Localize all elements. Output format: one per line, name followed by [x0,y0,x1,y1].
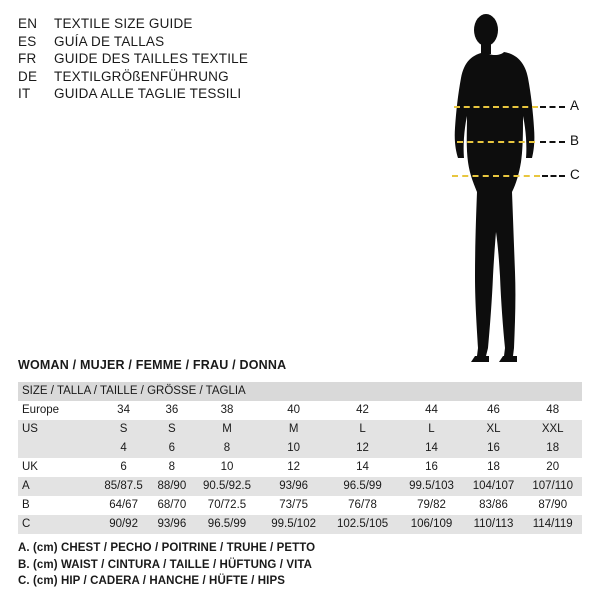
female-silhouette-figure [420,8,590,368]
cell: 106/109 [399,515,463,534]
language-code: ES [18,33,37,49]
cell: 68/70 [157,499,187,511]
cell: 90.5/92.5 [193,477,262,496]
cell: L [399,420,463,439]
language-list [18,15,348,103]
row-label: B [22,499,30,511]
cell: 64/67 [109,499,138,511]
cell: 85/87.5 [96,477,151,496]
cell: 110/113 [464,515,524,534]
cell: 8 [193,439,262,458]
cell: XXL [523,420,582,439]
cell: 114/119 [523,515,582,534]
language-code: DE [18,68,38,84]
cell: 76/78 [348,499,377,511]
cell: 96.5/99 [326,477,400,496]
cell: 6 [151,439,192,458]
cell: M [261,420,325,439]
language-code: EN [18,16,38,31]
cell: M [193,420,262,439]
cell: 83/86 [479,499,508,511]
cell: 102.5/105 [326,515,400,534]
row-label: C [18,515,96,534]
cell: 44 [425,404,438,416]
language-text: GUÍA DE TALLAS [54,33,165,49]
language-text: GUIDE DES TAILLES TEXTILE [54,51,249,66]
legend-item: C. (cm) HIP / CADERA / HANCHE / HÜFTE / HIPS [18,575,286,587]
table-row [18,458,582,477]
legend-item: B. (cm) WAIST / CINTURA / TAILLE / HÜFTUNG / VITA [18,558,313,571]
table-row [18,439,582,458]
cell: 10 [261,439,325,458]
cell: 79/82 [417,499,446,511]
silhouette-icon [420,8,590,368]
table-row [18,496,582,515]
cell: 18 [523,439,582,458]
cell: 40 [287,404,301,416]
cell: 70/72.5 [207,499,247,511]
hip-label: C [570,167,580,182]
cell: 99.5/102 [261,515,325,534]
chest-label: A [570,98,580,113]
language-row [18,85,348,103]
language-code: FR [18,51,37,66]
cell: 34 [117,404,130,416]
language-text: TEXTILGRÖßENFÜHRUNG [54,68,229,84]
language-row [18,68,348,86]
cell: XL [464,420,524,439]
cell: 46 [487,404,500,416]
section-title: WOMAN / MUJER / FEMME / FRAU / DONNA [18,358,287,372]
cell: 88/90 [151,477,192,496]
cell: 90/92 [96,515,151,534]
table-row [18,515,582,534]
row-label: UK [22,461,38,473]
hip-leader-line [542,175,565,177]
table-row [18,401,582,420]
chest-measure-line [454,106,538,108]
cell: L [326,420,400,439]
table-row [18,477,582,496]
cell: 73/75 [279,499,308,511]
hip-measure-line [452,175,540,177]
cell: 10 [220,461,234,473]
cell: 12 [326,439,400,458]
cell: 6 [120,461,127,473]
measurement-legend [18,540,315,590]
cell: 8 [168,461,176,473]
cell: 14 [356,461,369,473]
row-label: Europe [22,404,60,416]
cell: 87/90 [538,499,568,511]
cell: 14 [399,439,463,458]
cell: 93/96 [261,477,325,496]
language-code: IT [18,86,31,101]
cell: 16 [425,461,438,473]
language-row [18,15,348,33]
cell: 4 [96,439,151,458]
waist-leader-line [540,141,565,143]
size-table [18,382,582,534]
cell: 107/110 [523,477,582,496]
cell: 18 [487,461,500,473]
cell: 99.5/103 [399,477,463,496]
table-header-label: SIZE / TALLA / TAILLE / GRÖSSE / TAGLIA [18,382,582,401]
table-header-row [18,382,582,401]
table-row [18,420,582,439]
cell: 96.5/99 [193,515,262,534]
cell: 93/96 [151,515,192,534]
cell: S [151,420,192,439]
language-row [18,50,348,68]
waist-label: B [570,133,580,148]
cell: S [96,420,151,439]
chest-leader-line [540,106,565,108]
cell: 38 [220,404,234,416]
cell: 16 [464,439,524,458]
cell: 104/107 [464,477,524,496]
language-text: TEXTILE SIZE GUIDE [54,16,193,31]
cell: 36 [165,404,179,416]
cell: 12 [287,461,301,473]
cell: 20 [546,461,560,473]
language-row [18,33,348,51]
row-label [18,439,96,458]
cell: 48 [546,404,560,416]
row-label: A [18,477,96,496]
legend-item: A. (cm) CHEST / PECHO / POITRINE / TRUHE / PETTO [18,542,316,554]
language-text: GUIDA ALLE TAGLIE TESSILI [54,86,242,101]
row-label: US [18,420,96,439]
cell: 42 [356,404,369,416]
waist-measure-line [457,141,535,143]
